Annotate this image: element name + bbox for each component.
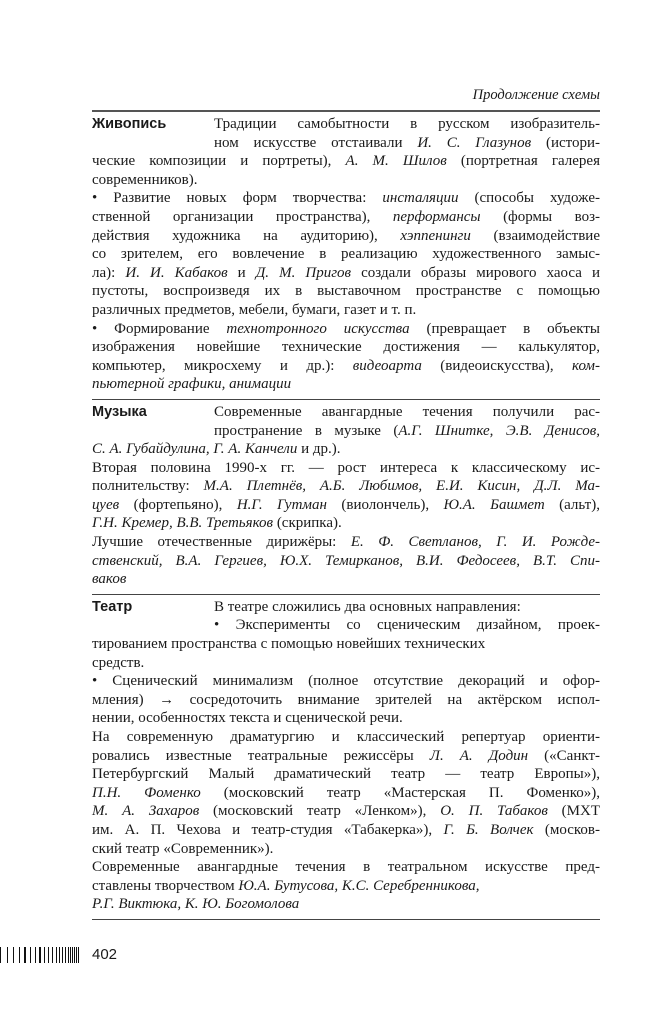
italic-name: Е. Ф. Светланов, Г. И. Рожде- — [350, 534, 601, 551]
text-line — [92, 375, 600, 394]
text-segment: тированием пространства с помощью новейших технических — [92, 636, 486, 653]
italic-name: инсталяции — [382, 190, 459, 207]
text-line — [214, 598, 600, 617]
text-segment: и — [227, 264, 256, 281]
text-segment: ла): — [92, 264, 126, 281]
text-segment: (альт), — [544, 496, 600, 513]
text-segment: мления) → сосредоточить внимание зрителей на актёрском испол- — [92, 691, 600, 708]
italic-name: А. М. Шилов — [345, 153, 447, 170]
text-line — [92, 320, 600, 339]
page-number: 402 — [92, 946, 118, 963]
text-segment: пространение в музыке ( — [214, 422, 399, 439]
text-segment: (московский театр «Мастерская П. Фоменко»), — [200, 784, 600, 801]
italic-name: перформансы — [392, 208, 481, 225]
text-segment: (МХТ — [547, 803, 600, 820]
italic-name: Ю.А. Башмет — [443, 496, 545, 513]
section-label: Театр — [92, 598, 133, 615]
text-segment: («Санкт- — [528, 747, 600, 764]
text-line — [92, 496, 600, 515]
italic-name: И. И. Кабаков — [125, 264, 228, 281]
text-line — [92, 264, 600, 283]
text-line — [92, 245, 600, 264]
text-segment: (москов- — [533, 821, 601, 838]
italic-name: Л. А. Додин — [429, 747, 529, 764]
italic-name: видеоарта — [352, 357, 422, 374]
italic-name: цуев — [92, 496, 120, 513]
text-line — [92, 747, 600, 766]
text-line — [92, 635, 600, 654]
text-line — [92, 840, 600, 859]
text-line — [92, 459, 600, 478]
italic-name: А.Г. Шнитке, Э.В. Денисов, — [398, 422, 600, 439]
text-line — [92, 477, 600, 496]
text-segment: (способы художе- — [458, 190, 601, 207]
section-row — [92, 400, 600, 595]
text-line — [92, 514, 600, 533]
section-row — [92, 112, 600, 400]
text-line — [214, 134, 600, 153]
text-segment: им. А. П. Чехова и театр-студия «Табакерка»), — [92, 821, 444, 838]
text-line — [214, 422, 600, 441]
text-segment: (скрипка). — [273, 515, 342, 532]
text-line — [92, 552, 600, 571]
page-edge-marker — [0, 947, 80, 963]
text-segment: пустоты, воспроизведя их в выставочном пространстве с помощью — [92, 283, 600, 300]
text-segment: создали образы мирового хаоса и — [351, 264, 601, 281]
italic-name: М. А. Захаров — [92, 803, 200, 820]
italic-name: технотронного искусства — [226, 320, 410, 337]
text-line — [92, 282, 600, 301]
text-segment: ровались известные театральные режиссёры — [92, 747, 430, 764]
text-line — [92, 765, 600, 784]
text-segment: ческие композиции и портреты), — [92, 153, 346, 170]
text-line — [92, 784, 600, 803]
text-line — [92, 728, 600, 747]
section-label: Живопись — [92, 116, 167, 132]
text-line — [92, 570, 600, 589]
text-line — [92, 189, 600, 208]
text-segment: полнительству: — [92, 478, 204, 495]
text-line — [92, 709, 600, 728]
text-line — [214, 115, 600, 134]
italic-name: пьютерной графики, анимации — [92, 376, 292, 393]
text-segment: (превращает в объекты — [409, 320, 600, 337]
text-line — [214, 403, 600, 422]
text-segment: Лучшие отечественные дирижёры: — [92, 534, 351, 551]
text-segment: • Сценический минимализм (полное отсутствие декораций и офор- — [92, 673, 600, 690]
italic-name: О. П. Табаков — [440, 803, 548, 820]
text-segment: В театре сложились два основных направления: — [214, 598, 521, 615]
text-segment: • Эксперименты со сценическим дизайном, проек- — [214, 617, 600, 634]
text-line — [92, 171, 600, 190]
text-segment: компьютер, микросхему и др.): — [92, 357, 353, 374]
text-segment: средств. — [92, 654, 145, 671]
italic-name: ственский, В.А. Гергиев, Ю.Х. Темирканов, В.И. Федосеев, В.Т. Спи- — [92, 552, 600, 569]
stripe-gap — [79, 947, 80, 963]
text-segment: (фортепьяно), — [119, 496, 237, 513]
text-line — [92, 152, 600, 171]
text-segment: (виолончель), — [326, 496, 444, 513]
text-line — [92, 227, 600, 246]
text-line — [92, 691, 600, 710]
italic-name: М.А. Плетнёв, А.Б. Любимов, Е.И. Кисин, Д.Л. Ма- — [203, 478, 600, 495]
text-segment: ном искусстве отстаивали — [214, 134, 418, 151]
text-segment: нении, особенностях текста и сценической речи. — [92, 710, 403, 727]
text-line — [92, 208, 600, 227]
page-content — [92, 86, 600, 920]
italic-name: Г.Н. Кремер, В.В. Третьяков — [92, 515, 274, 532]
text-segment: Петербургский Малый драматический театр — театр Европы»), — [92, 766, 600, 783]
text-segment: (портретная галерея — [446, 153, 600, 170]
italic-name: Г. Б. Волчек — [443, 821, 534, 838]
italic-name: И. С. Глазунов — [417, 134, 532, 151]
section-label: Музыка — [92, 403, 147, 420]
text-line — [92, 338, 600, 357]
text-line — [92, 533, 600, 552]
text-line — [92, 357, 600, 376]
text-line — [92, 858, 600, 877]
section-row — [92, 595, 600, 920]
text-segment: На современную драматургию и классический репертуар ориенти- — [92, 729, 600, 745]
text-line — [92, 654, 600, 673]
text-segment: ский театр «Современник»). — [92, 840, 274, 857]
italic-name: С. А. Губайдулина, Г. А. Канчели — [92, 441, 298, 458]
text-segment: Вторая половина 1990-х гг. — рост интереса к классическому ис- — [92, 459, 600, 476]
text-segment: ственной организации пространства), — [92, 208, 393, 225]
italic-name: П.Н. Фоменко — [92, 784, 201, 801]
text-line — [92, 802, 600, 821]
italic-name: ком- — [572, 357, 600, 374]
text-segment: ставлены творчеством — [92, 877, 239, 894]
text-segment: (видеоискусства), — [421, 357, 573, 374]
text-segment: (московский театр «Ленком»), — [199, 803, 441, 820]
text-segment: и др.). — [297, 441, 341, 458]
text-line — [92, 301, 600, 320]
italic-name: хэппенинги — [400, 227, 471, 244]
text-line — [92, 877, 600, 896]
text-segment: Традиции самобытности в русском изобразитель- — [214, 116, 600, 132]
text-segment: со зрителем, его вовлечение в реализацию художественного замыс- — [92, 246, 600, 263]
text-segment: (взаимодействие — [470, 227, 600, 244]
text-segment: различных предметов, мебели, бумаги, газет и т. п. — [92, 301, 417, 318]
text-segment: Современные авангардные течения получили рас- — [214, 403, 600, 420]
text-line — [214, 616, 600, 635]
text-segment: (формы воз- — [480, 208, 600, 225]
italic-name: ваков — [92, 571, 127, 588]
text-line — [92, 440, 600, 459]
italic-name: Р.Г. Виктюка, К. Ю. Богомолова — [92, 896, 300, 913]
italic-name: Д. М. Пригов — [255, 264, 352, 281]
running-head: Продолжение схемы — [472, 87, 600, 103]
text-segment: действия художника на аудиторию), — [92, 227, 401, 244]
text-segment: • Развитие новых форм творчества: — [92, 190, 383, 207]
italic-name: Ю.А. Бутусова, К.С. Серебренникова, — [238, 877, 480, 894]
page-footer — [0, 946, 660, 966]
text-segment: изображения новейшие технические достижения — калькулятор, — [92, 339, 600, 356]
text-line — [92, 895, 600, 914]
text-line — [92, 821, 600, 840]
text-segment: Современные авангардные течения в театральном искусстве пред- — [92, 859, 600, 876]
text-segment: • Формирование — [92, 320, 227, 337]
italic-name: Н.Г. Гутман — [236, 496, 327, 513]
text-segment: (истори- — [531, 134, 601, 151]
text-segment: современников). — [92, 171, 198, 188]
scheme-table — [92, 112, 600, 920]
text-line — [92, 672, 600, 691]
